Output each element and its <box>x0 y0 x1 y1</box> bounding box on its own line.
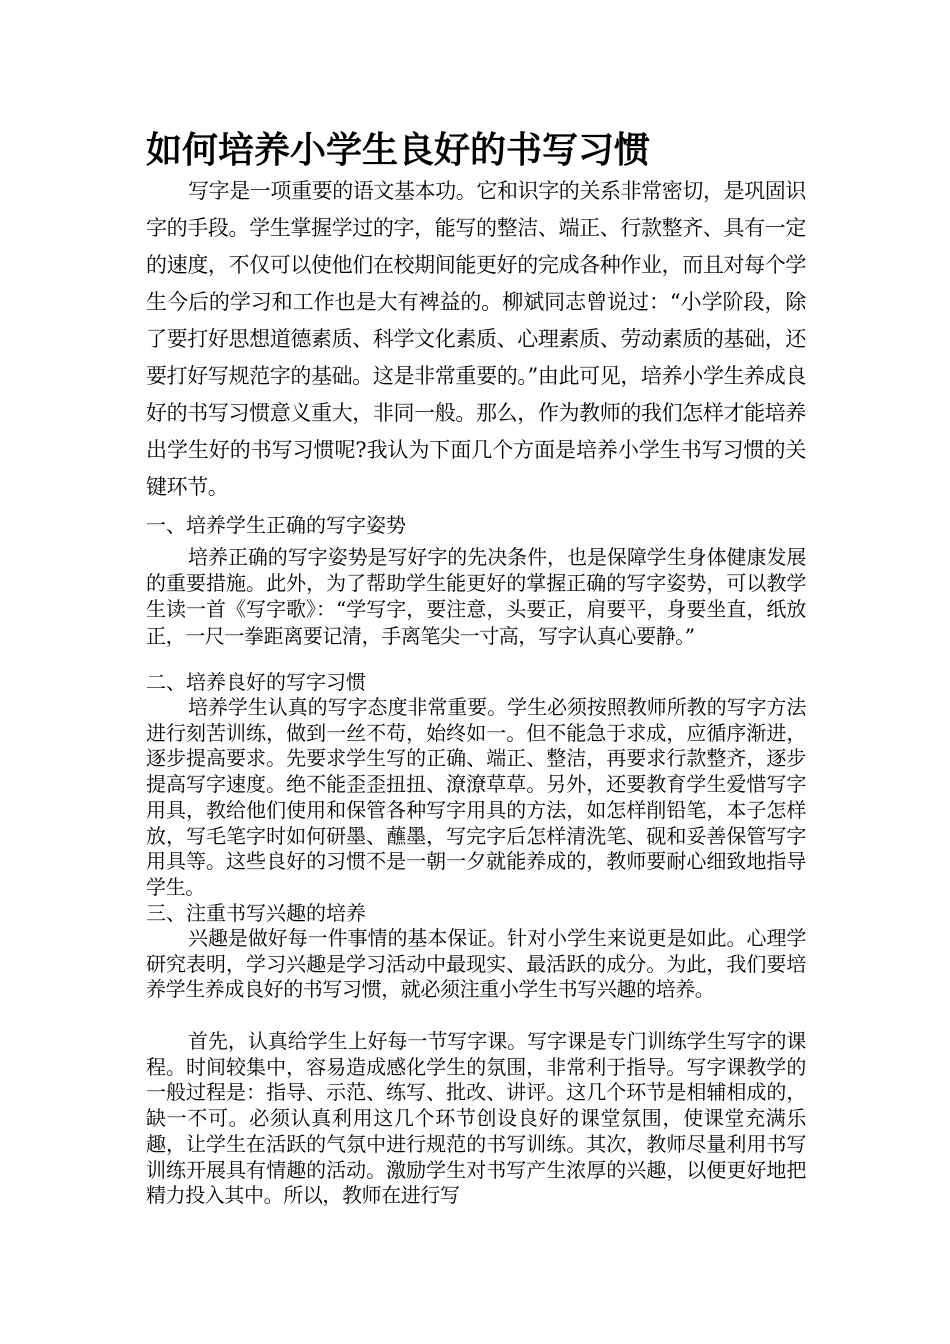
section-heading-1: 一、培养学生正确的写字姿势 <box>146 513 406 537</box>
section-3-paragraph-2: 首先，认真给学生上好每一节写字课。写字课是专门训练学生写字的课程。时间较集中，容易造成感化学生的氛围，非常利于指导。写字课教学的一般过程是：指导、示范、练写、批改、讲评。这几个环节是相辅相成的，缺一不可。必须认真利用这几个环节创设良好的课堂氛围，使课堂充满乐趣，让学生在活跃的气氛中进行规范的书写训练。其次，教师尽量利用书写训练开展具有情趣的活动。激励学生对书写产生浓厚的兴趣，以便更好地把精力投入其中。所以，教师在进行写 <box>146 1029 806 1208</box>
section-3-paragraph-1: 兴趣是做好每一件事情的基本保证。针对小学生来说更是如此。心理学研究表明，学习兴趣是学习活动中最现实、最活跃的成分。为此，我们要培养学生养成良好的书写习惯，就必须注重小学生书写兴趣的培养。 <box>146 926 806 1002</box>
section-heading-3: 三、注重书写兴趣的培养 <box>146 901 366 925</box>
document-title: 如何培养小学生良好的书写习惯 <box>146 129 651 171</box>
intro-paragraph: 写字是一项重要的语文基本功。它和识字的关系非常密切，是巩固识字的手段。学生掌握学过的字，能写的整洁、端正、行款整齐、具有一定的速度，不仅可以使他们在校期间能更好的完成各种作业，而且对每个学生今后的学习和工作也是大有裨益的。柳斌同志曾说过：“小学阶段，除了要打好思想道德素质、科学文化素质、心理素质、劳动素质的基础，还要打好写规范字的基础。这是非常重要的。”由此可见，培养小学生养成良好的书写习惯意义重大，非同一般。那么，作为教师的我们怎样才能培养出学生好的书写习惯呢?我认为下面几个方面是培养小学生书写习惯的关键环节。 <box>146 179 806 499</box>
section-2-paragraph: 培养学生认真的写字态度非常重要。学生必须按照教师所教的写字方法进行刻苦训练，做到一丝不苟，始终如一。但不能急于求成，应循序渐进，逐步提高要求。先要求学生写的正确、端正、整洁，再要求行款整齐，逐步提高写字速度。绝不能歪歪扭扭、潦潦草草。另外，还要教育学生爱惜写字用具，教给他们使用和保管各种写字用具的方法，如怎样削铅笔，本子怎样放，写毛笔字时如何研墨、蘸墨，写完字后怎样清洗笔、砚和妥善保管写字用具等。这些良好的习惯不是一朝一夕就能养成的，教师要耐心细致地指导学生。 <box>146 695 806 899</box>
section-1-paragraph: 培养正确的写字姿势是写好字的先决条件，也是保障学生身体健康发展的重要措施。此外，为了帮助学生能更好的掌握正确的写字姿势，可以教学生读一首《写字歌》：“学写字，要注意，头要正，肩要平，身要坐直，纸放正，一尺一拳距离要记清，手离笔尖一寸高，写字认真心要静。” <box>146 545 806 648</box>
section-heading-2: 二、培养良好的写字习惯 <box>146 670 366 694</box>
